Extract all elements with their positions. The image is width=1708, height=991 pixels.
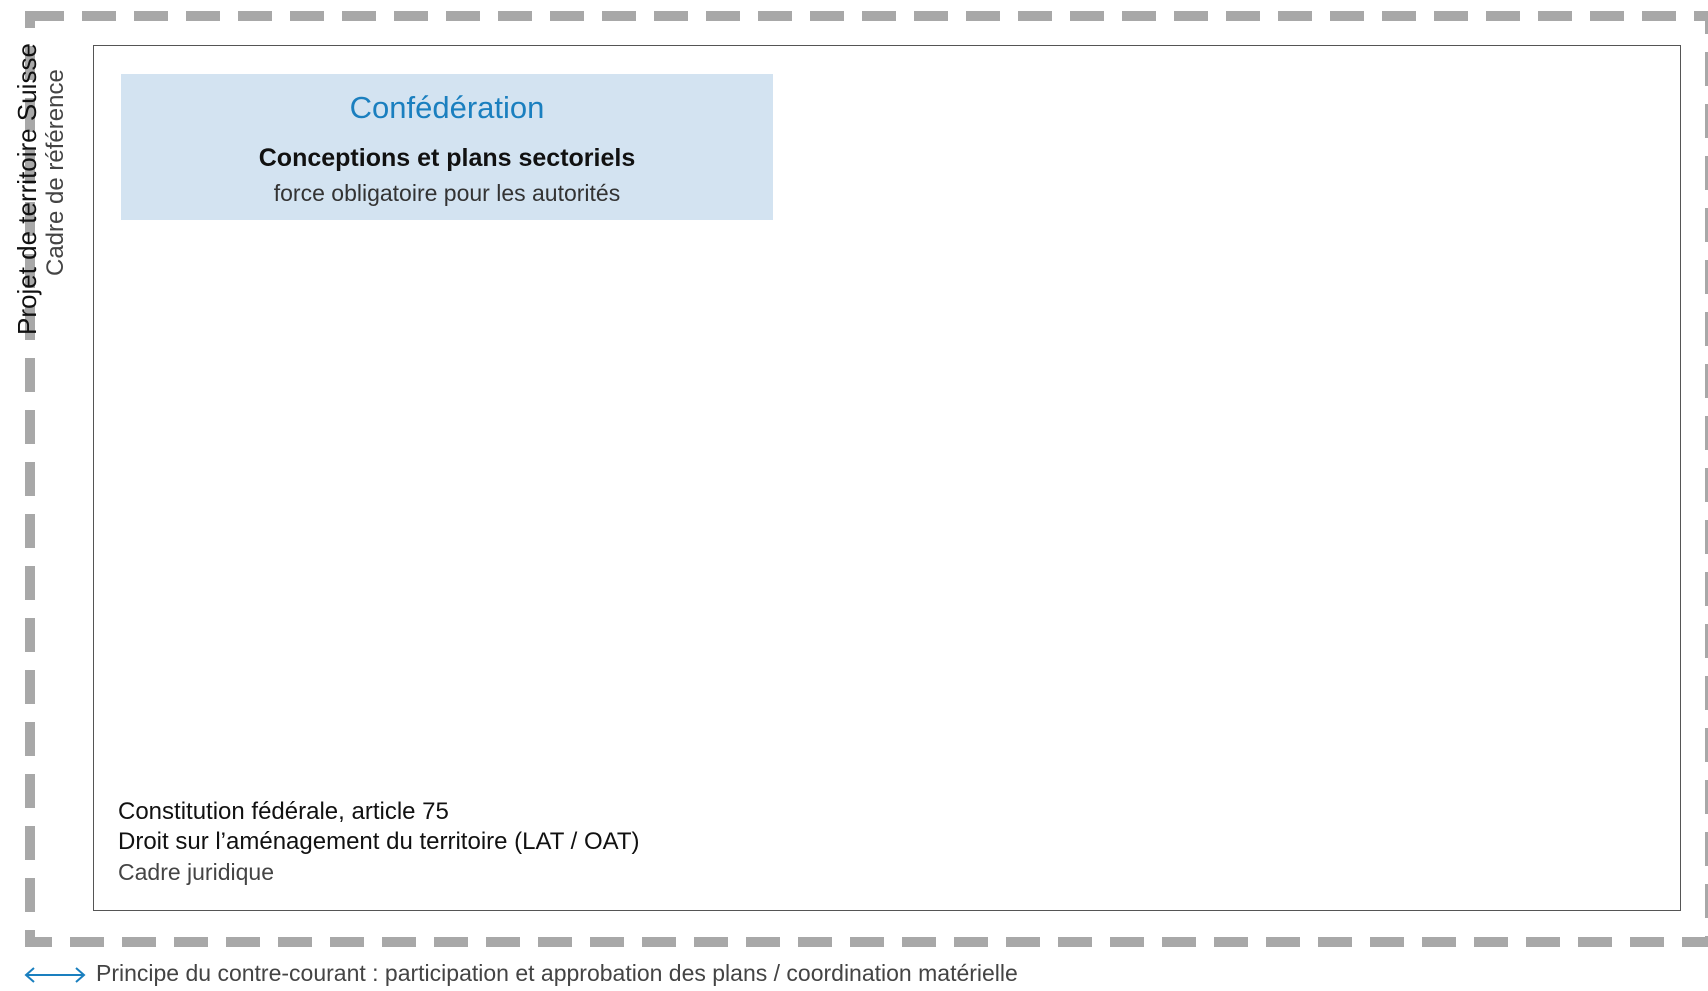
legal-framework-text: [118, 797, 640, 887]
reference-frame-title: Projet de territoire Suisse: [12, 43, 42, 335]
federation-binding: force obligatoire pour les autorités: [273, 180, 621, 206]
legal-line-constitution: Constitution fédérale, article 75: [118, 798, 449, 825]
federation-heading: Confédération: [349, 90, 545, 125]
footnote-text: Principe du contre-courant : participation et approbation des plans / coordination matérielle: [96, 960, 1018, 986]
legal-framework-caption: Cadre juridique: [118, 859, 274, 885]
legal-line-spatial-planning-law: Droit sur l’aménagement du territoire (LAT / OAT): [118, 828, 640, 855]
reference-frame-subtitle: Cadre de référence: [42, 69, 69, 276]
federation-instrument: Conceptions et plans sectoriels: [258, 144, 636, 172]
federation-box: [121, 74, 773, 220]
double-arrow-icon: [24, 966, 86, 984]
